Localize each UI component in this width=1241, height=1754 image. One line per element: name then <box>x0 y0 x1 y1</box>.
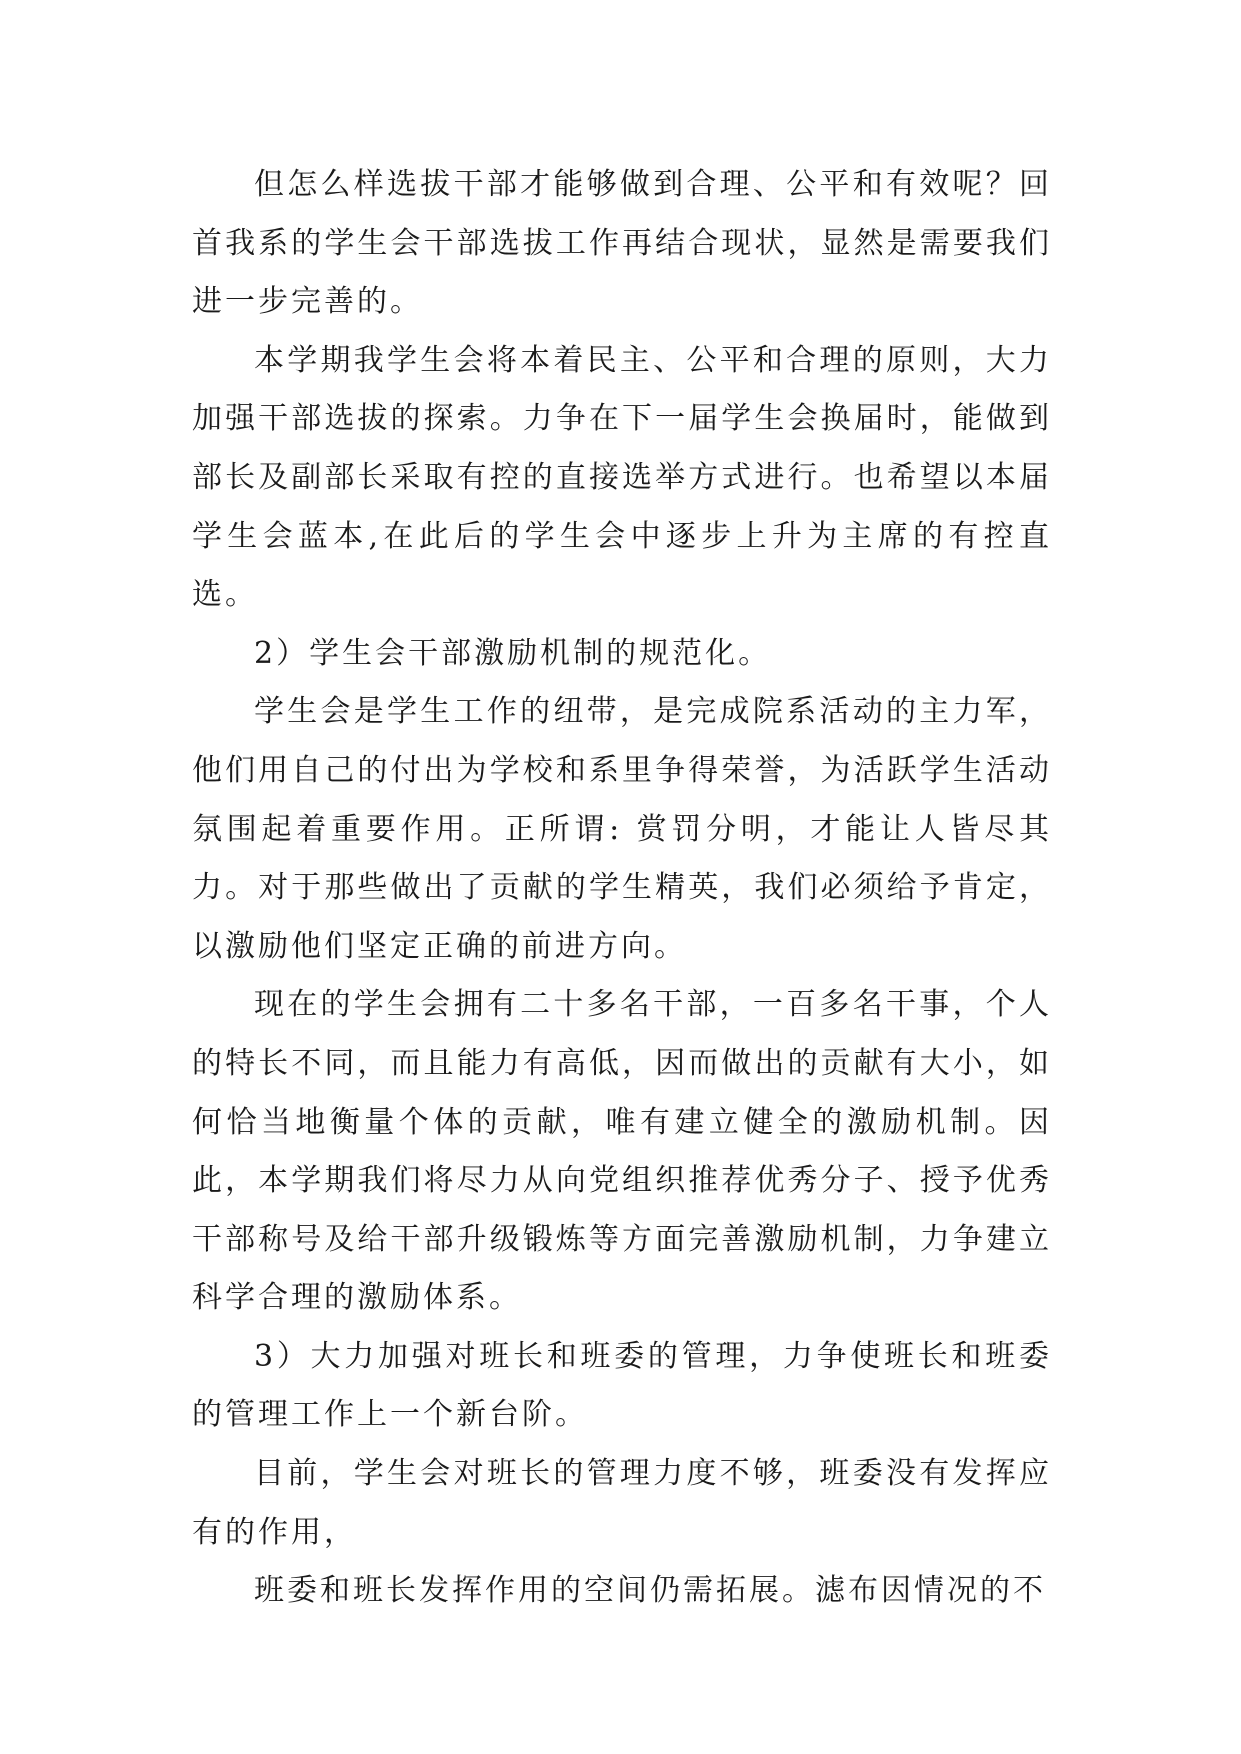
paragraph: 目前，学生会对班长的管理力度不够，班委没有发挥应有的作用， <box>192 1456 1052 1550</box>
document-body <box>192 156 1052 1621</box>
section-heading: 3）大力加强对班长和班委的管理，力争使班长和班委的管理工作上一个新台阶。 <box>192 1338 1052 1433</box>
paragraph: 学生会是学生工作的纽带，是完成院系活动的主力军，他们用自己的付出为学校和系里争得荣誉，为活跃学生活动氛围起着重要作用。正所谓: 赏罚分明，才能让人皆尽其力。对于那些做出了贡献的学生精英，我们必须给予肯定，以激励他们坚定正确的前进方向。 <box>192 694 1052 964</box>
paragraph: 现在的学生会拥有二十多名干部，一百多名干事，个人的特长不同，而且能力有高低，因而做出的贡献有大小，如何恰当地衡量个体的贡献，唯有建立健全的激励机制。因此，本学期我们将尽力从向党组织推荐优秀分子、授予优秀干部称号及给干部升级锻炼等方面完善激励机制，力争建立科学合理的激励体系。 <box>192 987 1052 1316</box>
paragraph: 班委和班长发挥作用的空间仍需拓展。滤布因情况的不 <box>254 1573 1046 1609</box>
paragraph: 本学期我学生会将本着民主、公平和合理的原则，大力加强干部选拔的探索。力争在下一届学生会换届时，能做到部长及副部长采取有控的直接选举方式进行。也希望以本届学生会蓝本,在此后的学生会中逐步上升为主席的有控直选。 <box>192 342 1052 613</box>
paragraph: 但怎么样选拔干部才能够做到合理、公平和有效呢？回首我系的学生会干部选拔工作再结合现状，显然是需要我们进一步完善的。 <box>192 167 1052 320</box>
section-heading: 2）学生会干部激励机制的规范化。 <box>254 635 772 671</box>
